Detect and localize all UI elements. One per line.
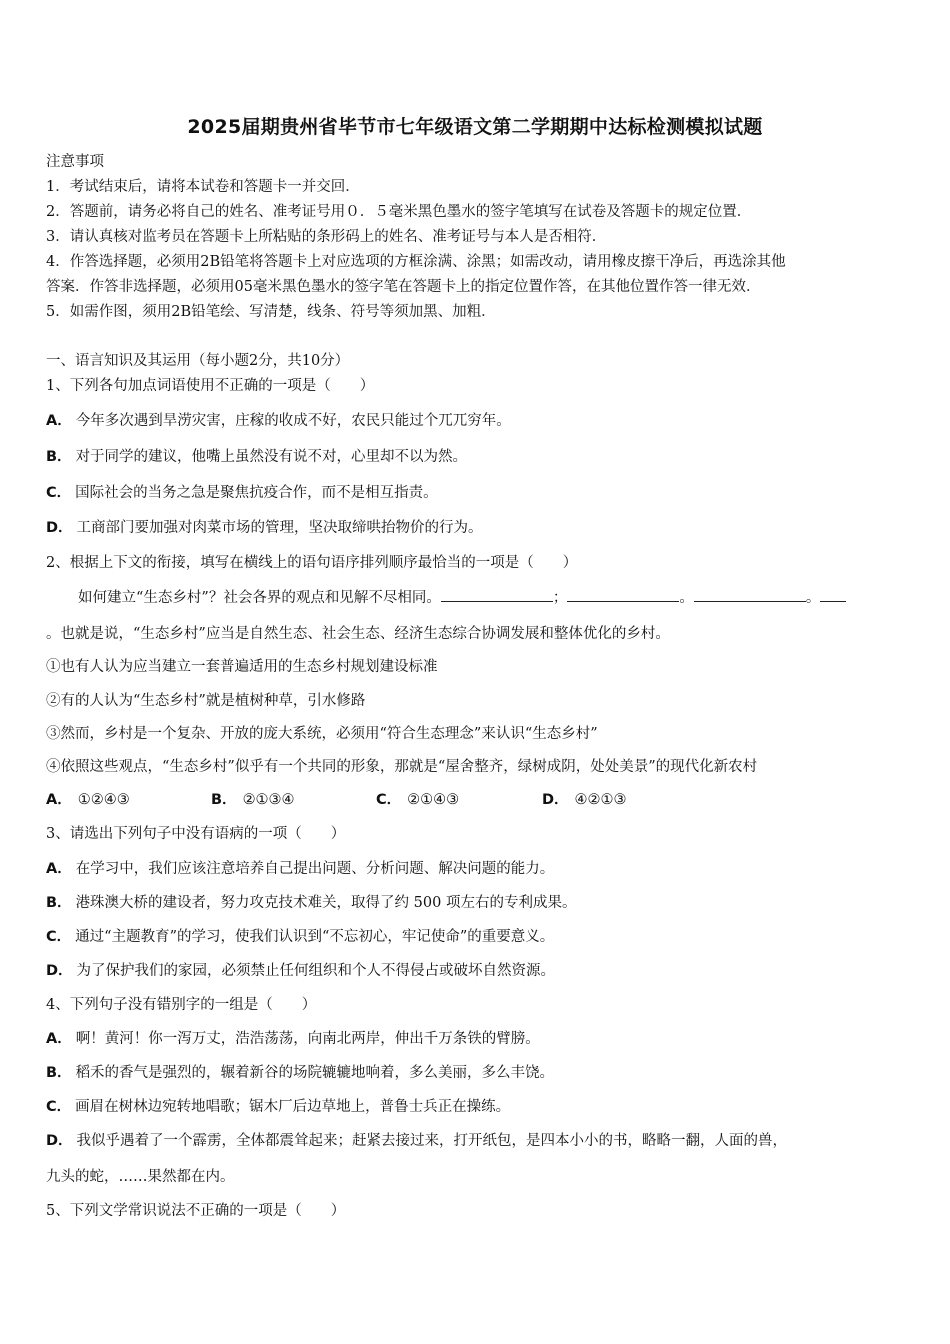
option-text: 画眉在树林边宛转地唱歌；锯木厂后边草地上，普鲁士兵正在操练。 [75, 1099, 511, 1115]
notice-item: 5．如需作图，须用2B铅笔绘、写清楚，线条、符号等须加黑、加粗． [46, 304, 496, 320]
option-label: B． [46, 1065, 72, 1081]
question-5-stem: 5、下列文学常识说法不正确的一项是（ ） [46, 1203, 346, 1219]
answer-blank-3 [694, 587, 806, 602]
q2-separator: ； [552, 590, 568, 606]
q2-choice-d [542, 790, 627, 810]
notice-item: 4．作答选择题，必须用2B铅笔将答题卡上对应选项的方框涂满、涂黑；如需改动，请用橡皮擦干净后，再选涂其他 [46, 254, 786, 270]
question-4-stem: 4、下列句子没有错别字的一组是（ ） [46, 997, 317, 1013]
option-label: C． [46, 929, 72, 945]
option-label: D． [46, 1133, 73, 1149]
q4-option-b [46, 1063, 554, 1083]
q4-option-c [46, 1097, 510, 1117]
option-text: 啊！黄河！你一泻万丈，浩浩荡荡，向南北两岸，伸出千万条铁的臂膀。 [75, 1031, 540, 1047]
q2-separator: 。 [679, 590, 694, 606]
option-label: B． [46, 449, 72, 465]
q2-passage-cont: 。也就是说，“生态乡村”应当是自然生态、社会生态、经济生态综合协调发展和整体优化的乡村。 [46, 626, 670, 642]
question-3-stem: 3、请选出下列句子中没有语病的一项（ ） [46, 826, 346, 842]
q1-option-c [46, 483, 438, 503]
option-text: 我似乎遇着了一个霹雳，全体都震耸起来；赶紧去接过来，打开纸包，是四本小小的书，略略一翻，人面的兽， [76, 1133, 788, 1149]
q4-option-d [46, 1131, 787, 1151]
choice-label: A． [46, 792, 72, 808]
q2-separator: 。 [805, 590, 821, 606]
choice-label: C． [376, 792, 402, 808]
notice-item: 3．请认真核对监考员在答题卡上所粘贴的条形码上的姓名、准考证号与本人是否相符． [46, 229, 607, 245]
notice-item: 2．答题前，请务必将自己的姓名、准考证号用０．５毫米黑色墨水的签字笔填写在试卷及答题卡的规定位置． [46, 204, 752, 220]
q2-choice-a [46, 790, 130, 810]
q2-item-3: ③然而，乡村是一个复杂、开放的庞大系统，必须用“符合生态理念”来认识“生态乡村” [46, 726, 598, 742]
q2-choice-b [211, 790, 295, 810]
q1-option-a [46, 411, 511, 431]
q4-option-a [46, 1029, 540, 1049]
option-text: 稻禾的香气是强烈的，辗着新谷的场院辘辘地响着，多么美丽，多么丰饶。 [75, 1065, 555, 1081]
notice-item: 答案．作答非选择题，必须用05毫米黑色墨水的签字笔在答题卡上的指定位置作答，在其他位置作答一律无效． [46, 279, 761, 295]
choice-label: B． [211, 792, 237, 808]
option-label: C． [46, 1099, 72, 1115]
option-label: A． [46, 1031, 72, 1047]
option-label: A． [46, 861, 72, 877]
option-text: 国际社会的当务之急是聚焦抗疫合作，而不是相互指责。 [75, 485, 438, 501]
notice-heading: 注意事项 [46, 154, 104, 170]
option-label: B． [46, 895, 72, 911]
q4-option-d-cont: 九头的蛇，……果然都在内。 [46, 1169, 235, 1185]
answer-blank-4 [820, 587, 846, 602]
option-label: D． [46, 520, 73, 536]
q3-option-a [46, 859, 554, 879]
q3-option-b [46, 893, 576, 913]
question-1-stem: 1、下列各句加点词语使用不正确的一项是（ ） [46, 378, 375, 394]
q1-option-b [46, 447, 467, 467]
option-text: 在学习中，我们应该注意培养自己提出问题、分析问题、解决问题的能力。 [75, 861, 555, 877]
q2-passage-line [78, 587, 846, 608]
answer-blank-2 [567, 587, 679, 602]
option-text: 今年多次遇到旱涝灾害，庄稼的收成不好，农民只能过个兀兀穷年。 [75, 413, 511, 429]
option-text: 对于同学的建议，他嘴上虽然没有说不对，心里却不以为然。 [75, 449, 468, 465]
choice-text: ②①④③ [407, 792, 460, 808]
option-text: 工商部门要加强对肉菜市场的管理，坚决取缔哄抬物价的行为。 [76, 520, 483, 536]
notice-item: 1．考试结束后，请将本试卷和答题卡一并交回． [46, 179, 360, 195]
answer-blank-1 [441, 587, 553, 602]
q2-passage-start: 如何建立“生态乡村”？社会各界的观点和见解不尽相同。 [78, 590, 441, 606]
section-heading: 一、语言知识及其运用（每小题2分，共10分） [46, 353, 350, 369]
q2-item-4: ④依照这些观点，“生态乡村”似乎有一个共同的形象，那就是“屋舍整齐，绿树成阴，处处美景”的现代化新农村 [46, 759, 758, 775]
choice-text: ①②④③ [77, 792, 130, 808]
choice-label: D． [542, 792, 569, 808]
q2-item-2: ②有的人认为“生态乡村”就是植树种草，引水修路 [46, 693, 366, 709]
option-label: D． [46, 963, 73, 979]
q2-choice-c [376, 790, 459, 810]
q1-option-d [46, 518, 483, 538]
question-2-stem: 2、根据上下文的衔接，填写在横线上的语句语序排列顺序最恰当的一项是（ ） [46, 555, 578, 571]
choice-text: ②①③④ [242, 792, 295, 808]
option-label: A． [46, 413, 72, 429]
q2-item-1: ①也有人认为应当建立一套普遍适用的生态乡村规划建设标准 [46, 659, 438, 675]
option-label: C． [46, 485, 72, 501]
q3-option-c [46, 927, 554, 947]
option-text: 为了保护我们的家园，必须禁止任何组织和个人不得侵占或破坏自然资源。 [76, 963, 556, 979]
q3-option-d [46, 961, 555, 981]
exam-title: 2025届期贵州省毕节市七年级语文第二学期期中达标检测模拟试题 [187, 116, 763, 138]
option-text: 通过“主题教育”的学习，使我们认识到“不忘初心，牢记使命”的重要意义。 [75, 929, 555, 945]
option-text: 港珠澳大桥的建设者，努力攻克技术难关，取得了约 500 项左右的专利成果。 [75, 895, 577, 911]
choice-text: ④②①③ [574, 792, 627, 808]
